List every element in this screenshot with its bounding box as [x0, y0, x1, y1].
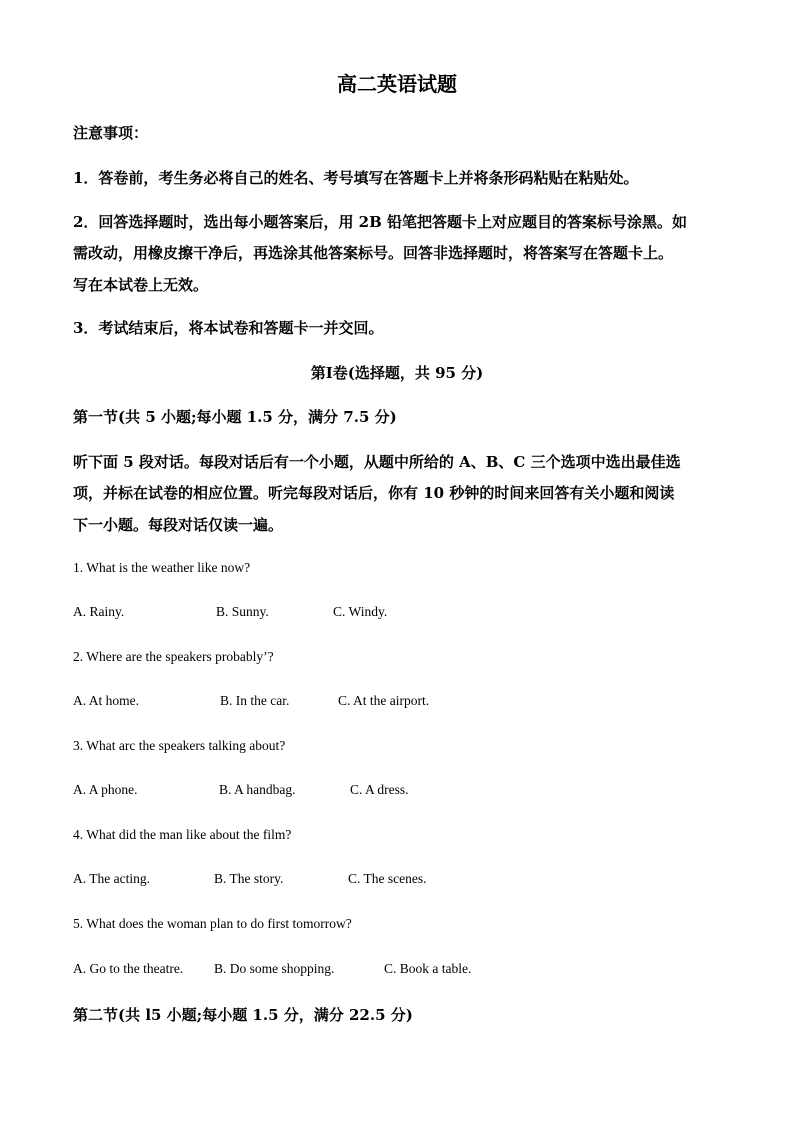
- page-title: 高二英语试题: [337, 72, 457, 96]
- notice-heading: 注意事项：: [73, 124, 149, 142]
- notice-item-2-line-1: 2．回答选择题时，选出每小题答案后，用 2B 铅笔把答题卡上对应题目的答案标号涂黑。如: [73, 213, 688, 231]
- part-1-heading: 第Ⅰ卷(选择题，共 95 分): [310, 364, 484, 382]
- section-1-instructions-line-1: 听下面 5 段对话。每段对话后有一个小题，从题中所给的 A、B、C 三个选项中选出最佳选: [73, 453, 681, 471]
- question-3-option-a: A. A phone.: [73, 782, 138, 797]
- question-1-option-b: B. Sunny.: [216, 604, 269, 619]
- question-2-option-b: B. In the car.: [220, 693, 290, 708]
- question-4-option-b: B. The story.: [214, 871, 284, 886]
- section-1-instructions-line-2: 项，并标在试卷的相应位置。听完每段对话后，你有 10 秒钟的时间来回答有关小题和阅读: [73, 484, 675, 502]
- section-1-instructions-line-3: 下一小题。每段对话仅读一遍。: [73, 516, 284, 534]
- section-2-heading: 第二节(共 l5 小题;每小题 1.5 分，满分 22.5 分): [73, 1006, 413, 1024]
- section-1-heading: 第一节(共 5 小题;每小题 1.5 分，满分 7.5 分): [73, 408, 397, 426]
- question-5: 5. What does the woman plan to do first tomorrow?: [73, 916, 352, 931]
- question-1: 1. What is the weather like now?: [73, 560, 251, 575]
- question-4: 4. What did the man like about the film?: [73, 827, 292, 842]
- notice-item-2-line-3: 写在本试卷上无效。: [73, 276, 209, 294]
- question-2-option-a: A. At home.: [73, 693, 139, 708]
- question-2-option-c: C. At the airport.: [338, 693, 430, 708]
- question-5-option-c: C. Book a table.: [384, 961, 472, 976]
- question-3-option-c: C. A dress.: [350, 782, 409, 797]
- question-4-option-a: A. The acting.: [73, 871, 150, 886]
- question-3: 3. What arc the speakers talking about?: [73, 738, 286, 753]
- question-1-option-a: A. Rainy.: [73, 604, 125, 619]
- notice-item-1: 1．答卷前，考生务必将自己的姓名、考号填写在答题卡上并将条形码粘贴在粘贴处。: [73, 169, 639, 187]
- notice-item-3: 3．考试结束后，将本试卷和答题卡一并交回。: [73, 319, 384, 337]
- question-5-option-b: B. Do some shopping.: [214, 961, 335, 976]
- question-1-option-c: C. Windy.: [333, 604, 388, 619]
- question-4-option-c: C. The scenes.: [348, 871, 427, 886]
- question-3-option-b: B. A handbag.: [219, 782, 296, 797]
- question-5-option-a: A. Go to the theatre.: [73, 961, 184, 976]
- notice-item-2-line-2: 需改动，用橡皮擦干净后，再选涂其他答案标号。回答非选择题时，将答案写在答题卡上。: [73, 244, 674, 262]
- question-2: 2. Where are the speakers probably’?: [73, 649, 274, 664]
